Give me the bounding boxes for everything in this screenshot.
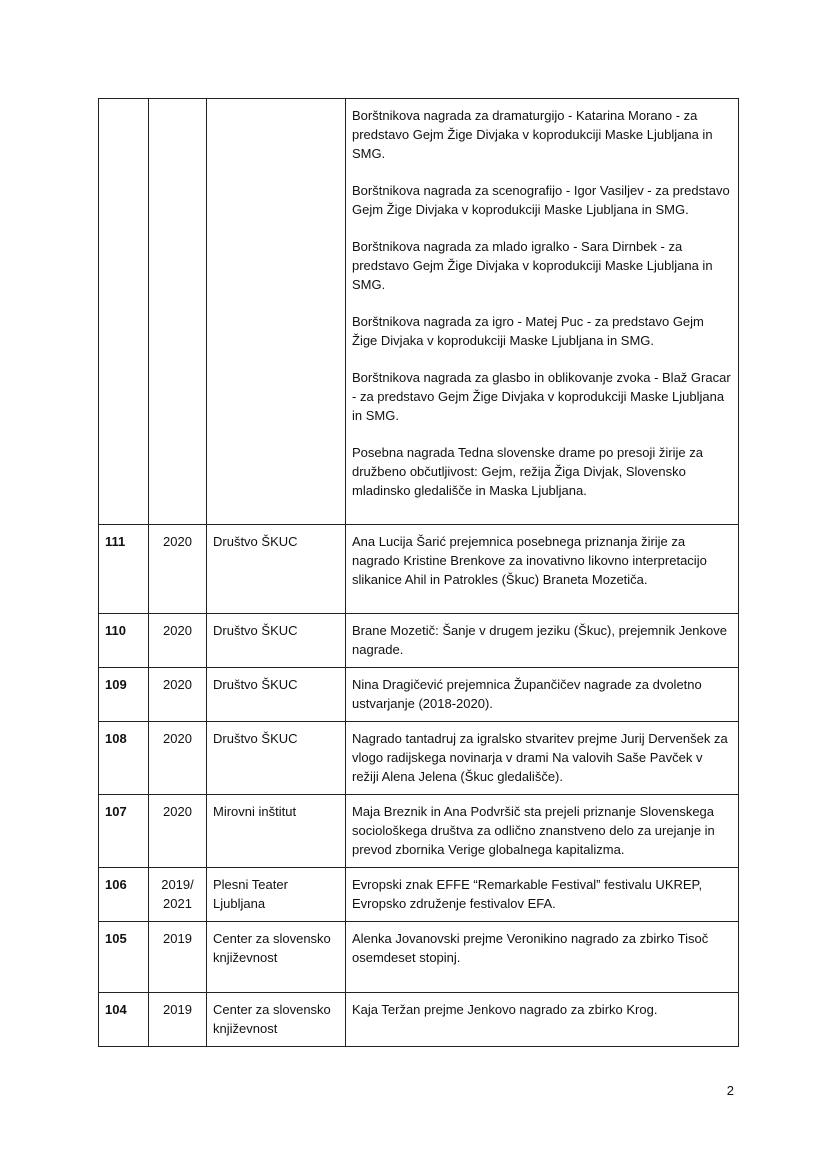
row-organization: Društvo ŠKUC xyxy=(207,525,346,614)
award-paragraph: Borštnikova nagrada za glasbo in oblikovanje zvoka - Blaž Gracar - za predstavo Gejm Žige Divjaka v koprodukciji Maske Ljubljana in SMG. xyxy=(352,370,731,423)
row-organization: Društvo ŠKUC xyxy=(207,614,346,668)
row-number: 111 xyxy=(99,525,149,614)
row-year: 2020 xyxy=(149,795,207,868)
row-organization: Društvo ŠKUC xyxy=(207,668,346,722)
row-year: 2019 xyxy=(149,993,207,1047)
row-description xyxy=(346,99,739,525)
row-year: 2020 xyxy=(149,722,207,795)
row-number: 110 xyxy=(99,614,149,668)
row-number: 105 xyxy=(99,922,149,993)
row-description: Brane Mozetič: Šanje v drugem jeziku (Škuc), prejemnik Jenkove nagrade. xyxy=(346,614,739,668)
row-description: Nina Dragičević prejemnica Župančičev nagrade za dvoletno ustvarjanje (2018-2020). xyxy=(346,668,739,722)
awards-table xyxy=(98,98,739,1047)
award-paragraph: Borštnikova nagrada za dramaturgijo - Katarina Morano - za predstavo Gejm Žige Divjaka v koprodukciji Maske Ljubljana in SMG. xyxy=(352,108,713,161)
row-organization: Plesni Teater Ljubljana xyxy=(207,868,346,922)
page-number: 2 xyxy=(726,1083,734,1098)
row-description: Ana Lucija Šarić prejemnica posebnega priznanja žirije za nagrado Kristine Brenkove za inovativno likovno interpretacijo slikanice Ahil in Patrokles (Škuc) Braneta Mozetiča. xyxy=(346,525,739,614)
row-organization xyxy=(207,99,346,525)
row-number: 109 xyxy=(99,668,149,722)
row-description: Kaja Teržan prejme Jenkovo nagrado za zbirko Krog. xyxy=(346,993,739,1047)
row-description: Maja Breznik in Ana Podvršič sta prejeli priznanje Slovenskega sociološkega društva za odlično znanstveno delo za urejanje in prevod zbornika Verige globalnega kapitalizma. xyxy=(346,795,739,868)
table-row xyxy=(99,722,739,795)
row-description: Alenka Jovanovski prejme Veronikino nagrado za zbirko Tisoč osemdeset stopinj. xyxy=(346,922,739,993)
table-row xyxy=(99,614,739,668)
row-description: Evropski znak EFFE “Remarkable Festival” festivalu UKREP, Evropsko združenje festivalov EFA. xyxy=(346,868,739,922)
table-row xyxy=(99,868,739,922)
row-number: 107 xyxy=(99,795,149,868)
row-year: 2019/ 2021 xyxy=(149,868,207,922)
award-paragraph: Borštnikova nagrada za igro - Matej Puc - za predstavo Gejm Žige Divjaka v koprodukciji Maske Ljubljana in SMG. xyxy=(352,314,704,348)
row-description: Nagrado tantadruj za igralsko stvaritev prejme Jurij Dervenšek za vlogo radijskega novinarja v drami Na valovih Saše Pavček v režiji Alena Jelena (Škuc gledališče). xyxy=(346,722,739,795)
award-paragraph: Posebna nagrada Tedna slovenske drame po presoji žirije za družbeno občutljivost: Gejm, režija Žiga Divjak, Slovensko mladinsko gledališče in Maska Ljubljana. xyxy=(352,445,703,498)
row-organization: Mirovni inštitut xyxy=(207,795,346,868)
table-row xyxy=(99,795,739,868)
row-year xyxy=(149,99,207,525)
table-row xyxy=(99,993,739,1047)
row-organization: Center za slovensko književnost xyxy=(207,993,346,1047)
table-row xyxy=(99,668,739,722)
row-year: 2020 xyxy=(149,614,207,668)
row-number xyxy=(99,99,149,525)
row-year: 2019 xyxy=(149,922,207,993)
row-number: 106 xyxy=(99,868,149,922)
awards-table-body xyxy=(99,99,739,1047)
row-number: 108 xyxy=(99,722,149,795)
table-row xyxy=(99,922,739,993)
row-year: 2020 xyxy=(149,525,207,614)
row-organization: Center za slovensko književnost xyxy=(207,922,346,993)
award-paragraph: Borštnikova nagrada za scenografijo - Igor Vasiljev - za predstavo Gejm Žige Divjaka v koprodukciji Maske Ljubljana in SMG. xyxy=(352,183,730,217)
table-row xyxy=(99,99,739,525)
row-year: 2020 xyxy=(149,668,207,722)
row-number: 104 xyxy=(99,993,149,1047)
award-paragraph: Borštnikova nagrada za mlado igralko - Sara Dirnbek - za predstavo Gejm Žige Divjaka v koprodukciji Maske Ljubljana in SMG. xyxy=(352,239,713,292)
row-organization: Društvo ŠKUC xyxy=(207,722,346,795)
table-row xyxy=(99,525,739,614)
